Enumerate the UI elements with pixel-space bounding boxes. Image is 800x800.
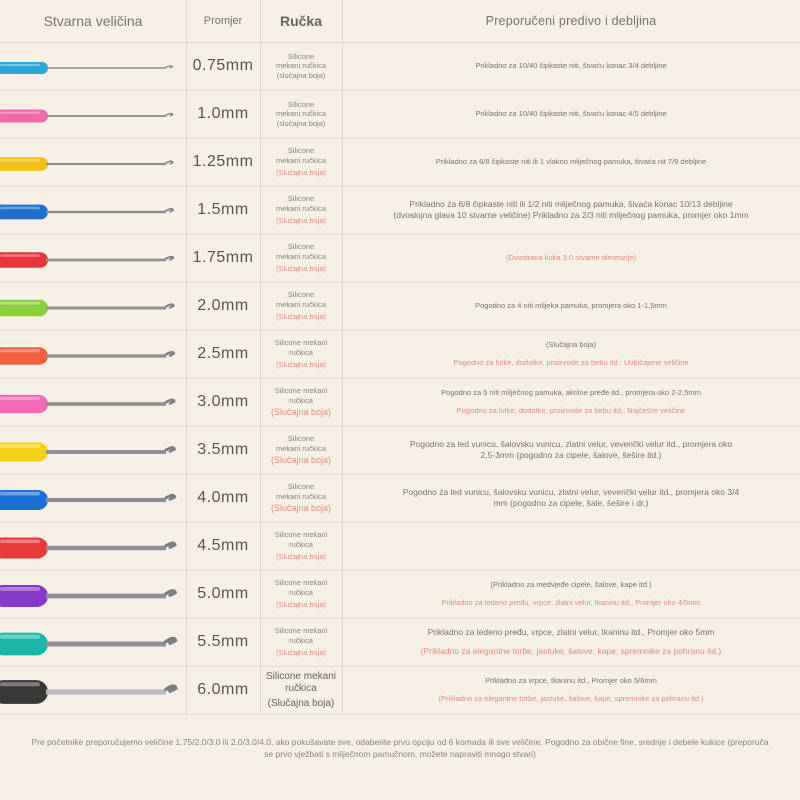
- handle-text: mekani ručkica: [275, 443, 327, 453]
- yarn-recommendation: [342, 618, 800, 666]
- crochet-hook-image: [0, 330, 186, 378]
- hook-tip: [166, 495, 175, 499]
- yarn-recommendation: [342, 90, 800, 138]
- handle-text: Silicone mekani: [274, 338, 328, 348]
- table-row: [0, 42, 800, 91]
- hook-tip: [166, 686, 176, 691]
- handle-text: ručkica: [289, 347, 313, 357]
- handle-description: [260, 378, 342, 426]
- hook-tip: [166, 400, 174, 404]
- handle-text: (slučajna boja): [276, 118, 326, 128]
- hook-tip: [166, 543, 175, 547]
- recommendation-highlight: (Prikladno za elegantne torbe, jastuke, šalove, kape, spremnike za pohranu itd.): [420, 646, 722, 656]
- hook-shaft: [46, 546, 166, 550]
- recommendation-text: mm (pogodno za cipele, šale, šešire i dr.): [493, 498, 649, 508]
- hook-icon: [0, 330, 186, 378]
- hook-shaft: [46, 642, 166, 647]
- hook-shaft: [46, 163, 166, 165]
- handle-text: Silicone mekani: [274, 578, 328, 588]
- hook-tip: [166, 209, 173, 212]
- crochet-hook-image: [0, 570, 186, 618]
- handle-text: mekani ručkica: [275, 61, 327, 71]
- random-color-note: (Slučajna boja): [275, 648, 327, 658]
- handle-text: mekani ručkica: [275, 299, 327, 309]
- handle-description: [260, 234, 342, 282]
- hook-shaft: [46, 211, 166, 213]
- diameter-value: 6.0mm: [197, 681, 249, 698]
- diameter-value: 5.5mm: [197, 633, 249, 650]
- hook-handle-shine: [0, 207, 40, 210]
- yarn-recommendation: [342, 234, 800, 282]
- recommendation-text: (dvoslojna glava 10 stvarne veličine) Prikladno za 2/3 niti mliječnog pamuka, promjer oko 1mm: [393, 210, 749, 220]
- hook-tip: [166, 114, 173, 116]
- handle-text: Silicone: [287, 290, 315, 300]
- handle-text: Silicone mekani: [274, 626, 328, 636]
- hook-shaft: [46, 354, 166, 357]
- hook-handle-shine: [0, 64, 40, 66]
- hook-handle-shine: [0, 635, 40, 639]
- hook-tip: [166, 161, 173, 164]
- hook-tip: [166, 352, 174, 355]
- hook-handle: [0, 62, 48, 74]
- hook-handle-shine: [0, 254, 40, 257]
- yarn-recommendation: [342, 666, 800, 714]
- table-row: [0, 522, 800, 571]
- hook-icon: [0, 570, 186, 618]
- handle-description: [260, 282, 342, 330]
- hook-icon: [0, 426, 186, 474]
- hook-handle: [0, 110, 48, 123]
- table-row: [0, 426, 800, 475]
- recommendation-text: Prikladno za 10/40 čipkaste niti, šivaću konac 3/4 debljine: [475, 61, 667, 70]
- diameter-value: 5.0mm: [197, 585, 249, 602]
- handle-text: mekani ručkica: [275, 491, 327, 501]
- hook-tip: [166, 66, 172, 68]
- random-color-note: (Slučajna boja): [270, 455, 332, 466]
- table-row: [0, 282, 800, 331]
- random-color-note: (Slučajna boja): [275, 168, 327, 178]
- hook-handle-shine: [0, 492, 40, 496]
- handle-description: [260, 570, 342, 618]
- hook-shaft: [46, 115, 166, 117]
- handle-text: ručkica: [289, 539, 313, 549]
- yarn-recommendation: [342, 282, 800, 330]
- diameter-value: 3.0mm: [197, 393, 249, 410]
- recommendation-highlight: (Prikladno za elegantne torbe, jastuke, šalove, kape, spremnike za pohranu itd.): [438, 694, 704, 703]
- table-row: [0, 378, 800, 427]
- random-color-note: (Slučajna boja): [275, 312, 327, 322]
- diameter-value: 1.75mm: [192, 249, 254, 266]
- handle-description: [260, 330, 342, 378]
- hook-icon: [0, 618, 186, 666]
- random-color-note: (Slučajna boja): [275, 360, 327, 370]
- yarn-recommendation: [342, 522, 800, 570]
- table-row: [0, 330, 800, 379]
- hook-tip: [166, 304, 174, 307]
- hook-shaft: [46, 498, 166, 502]
- handle-text: ručkica: [285, 682, 317, 694]
- hook-tip: [166, 591, 175, 595]
- recommendation-highlight: Prikladno za ledeno pređu, vrpce, zlatni velur, tkaninu itd., Promjer oko 4/5mm: [441, 598, 701, 607]
- hook-icon: [0, 42, 186, 90]
- handle-text: Silicone mekani: [265, 670, 337, 682]
- hook-shaft: [46, 67, 166, 69]
- crochet-hook-image: [0, 282, 186, 330]
- handle-description: [260, 90, 342, 138]
- hook-shaft: [46, 402, 166, 406]
- recommendation-text: Prikladno za 6/8 čipkaste niti ili 1 vlakno mliječnog pamuka, šivaća nit 7/9 debljine: [435, 157, 707, 166]
- header-recommended-yarn: Preporučeni predivo i debljina: [485, 14, 657, 28]
- diameter-value: 4.5mm: [197, 537, 249, 554]
- yarn-recommendation: [342, 42, 800, 90]
- header-handle: Ručka: [279, 13, 323, 29]
- handle-text: Silicone: [287, 194, 315, 204]
- hook-icon: [0, 282, 186, 330]
- hook-handle-shine: [0, 444, 40, 447]
- recommendation-text: 2,5-3mm (pogodno za cipele, šalove, šešire itd.): [480, 450, 662, 460]
- hook-icon: [0, 186, 186, 234]
- table-row: [0, 138, 800, 187]
- hook-shaft: [46, 689, 166, 694]
- crochet-hook-image: [0, 666, 186, 714]
- handle-text: mekani ručkica: [275, 203, 327, 213]
- crochet-hook-image: [0, 474, 186, 522]
- random-color-note: (Slučajna boja): [275, 216, 327, 226]
- hook-handle-shine: [0, 112, 40, 114]
- recommendation-highlight: (Dvostrana kuka 3.0 stvarne dimenzije): [505, 253, 637, 262]
- recommendation-text: (Slučajna boja): [545, 340, 597, 349]
- recommendation-text: Prikladno za ledeno pređu, vrpce, zlatni velur, tkaninu itd., Promjer oko 5mm: [427, 627, 715, 637]
- handle-text: Silicone mekani: [274, 386, 328, 396]
- recommendation-text: Prikladno za 6/8 čipkaste niti ili 1/2 niti mliječnog pamuka, šivaća konac 10/13 debljine: [409, 199, 733, 209]
- table-row: [0, 186, 800, 235]
- hook-icon: [0, 666, 186, 714]
- hook-handle-shine: [0, 349, 40, 352]
- crochet-hook-image: [0, 186, 186, 234]
- crochet-hook-image: [0, 378, 186, 426]
- handle-description: [260, 42, 342, 90]
- hook-handle-shine: [0, 682, 40, 686]
- handle-text: (slučajna boja): [276, 70, 326, 80]
- table-row: [0, 570, 800, 619]
- yarn-recommendation: [342, 570, 800, 618]
- hook-icon: [0, 474, 186, 522]
- hook-icon: [0, 90, 186, 138]
- hook-tip: [166, 448, 174, 452]
- diameter-value: 2.0mm: [197, 297, 249, 314]
- hook-icon: [0, 138, 186, 186]
- recommendation-text: (Prikladno za medvjeđe cipele, šalove, kape itd.): [490, 580, 652, 589]
- table-header: [0, 0, 800, 43]
- hook-icon: [0, 234, 186, 282]
- handle-description: [260, 426, 342, 474]
- yarn-recommendation: [342, 138, 800, 186]
- handle-text: Silicone: [287, 242, 315, 252]
- random-color-note: (Slučajna boja): [267, 697, 335, 709]
- hook-shaft: [46, 450, 166, 454]
- hook-tip: [166, 257, 173, 260]
- footer-note: Pre početnike preporučujemo veličine 1.75/2.0/3.0 ili 2.0/3.0/4.0, ako pokušavate sve, odaberite prvu opciju od 6 komada ili sve veličine. Pogodno za obične fine, srednje i debele kukice (preporuča se prvo vježbati s mliječnom pamučnom, možete napraviti mnogo stvari): [31, 737, 769, 759]
- recommendation-text: Prikladno za vrpce, tkaninu itd., Promjer oko 5/6mm: [485, 676, 657, 685]
- diameter-value: 2.5mm: [197, 345, 249, 362]
- random-color-note: (Slučajna boja): [275, 600, 327, 610]
- handle-text: Silicone: [287, 434, 315, 444]
- hook-handle-shine: [0, 587, 40, 591]
- hook-shaft: [46, 307, 166, 310]
- handle-text: mekani ručkica: [275, 155, 327, 165]
- hook-handle-shine: [0, 159, 40, 161]
- diameter-value: 1.25mm: [192, 153, 254, 170]
- random-color-note: (Slučajna boja): [275, 552, 327, 562]
- diameter-value: 3.5mm: [197, 441, 249, 458]
- random-color-note: (Slučajna boja): [270, 503, 332, 514]
- handle-text: mekani ručkica: [275, 251, 327, 261]
- yarn-recommendation: [342, 378, 800, 426]
- crochet-hook-image: [0, 426, 186, 474]
- table-row: [0, 474, 800, 523]
- handle-text: Silicone: [287, 51, 315, 61]
- random-color-note: (Slučajna boja): [275, 264, 327, 274]
- handle-text: Silicone: [287, 482, 315, 492]
- crochet-hook-image: [0, 42, 186, 90]
- handle-text: Silicone: [287, 146, 315, 156]
- recommendation-highlight: Pogodno za lutke, dodatke, proizvode za bebu itd.: Najčešće veličine: [456, 406, 686, 415]
- handle-text: Silicone: [287, 99, 315, 109]
- handle-text: mekani ručkica: [275, 109, 327, 119]
- recommendation-text: Pogodno za led vunicu, šalovsku vunicu, zlatni velur, veverički velur itd., promjera oko: [409, 439, 733, 449]
- hook-handle-shine: [0, 397, 40, 400]
- handle-description: [260, 666, 342, 714]
- hook-tip: [166, 638, 175, 643]
- handle-text: ručkica: [289, 587, 313, 597]
- diameter-value: 4.0mm: [197, 489, 249, 506]
- yarn-recommendation: [342, 330, 800, 378]
- handle-description: [260, 522, 342, 570]
- recommendation-text: Pogodno za 4 niti mlijeka pamuka, promjera oko 1-1,5mm: [475, 301, 667, 310]
- yarn-recommendation: [342, 474, 800, 522]
- hook-shaft: [46, 259, 166, 262]
- recommendation-highlight: Pogodno za lutke, dodatke, proizvode za bebu itd.: Uobičajene veličine: [453, 358, 689, 367]
- random-color-note: (Slučajna boja): [270, 407, 332, 418]
- hook-handle-shine: [0, 302, 40, 305]
- crochet-hook-image: [0, 618, 186, 666]
- hook-shaft: [46, 594, 166, 599]
- crochet-hook-image: [0, 234, 186, 282]
- crochet-hook-image: [0, 90, 186, 138]
- handle-text: ručkica: [289, 395, 313, 405]
- header-diameter: Promjer: [203, 15, 243, 27]
- handle-description: [260, 618, 342, 666]
- handle-text: ručkica: [289, 635, 313, 645]
- hook-handle-shine: [0, 540, 40, 544]
- table-row: [0, 618, 800, 667]
- handle-text: Silicone mekani: [274, 530, 328, 540]
- table-row: [0, 234, 800, 283]
- handle-description: [260, 474, 342, 522]
- diameter-value: 1.0mm: [197, 105, 249, 122]
- yarn-recommendation: [342, 186, 800, 234]
- crochet-hook-image: [0, 138, 186, 186]
- diameter-value: 1.5mm: [197, 201, 249, 218]
- recommendation-text: Pogodno za 5 niti mliječnog pamuka, akrilne pređe itd., promjera oko 2-2,5mm: [441, 388, 701, 397]
- recommendation-text: Prikladno za 10/40 čipkaste niti, šivaću konac 4/5 debljine: [475, 109, 667, 118]
- hook-icon: [0, 378, 186, 426]
- recommendation-text: Pogodno za led vunicu, šalovsku vunicu, zlatni velur, veverički velur itd., promjera oko 3/4: [402, 487, 740, 497]
- table-row: [0, 90, 800, 139]
- crochet-hook-image: [0, 522, 186, 570]
- header-actual-size: Stvarna veličina: [43, 13, 143, 29]
- table-row: [0, 666, 800, 715]
- hook-icon: [0, 522, 186, 570]
- yarn-recommendation: [342, 426, 800, 474]
- diameter-value: 0.75mm: [192, 57, 254, 74]
- handle-description: [260, 186, 342, 234]
- handle-description: [260, 138, 342, 186]
